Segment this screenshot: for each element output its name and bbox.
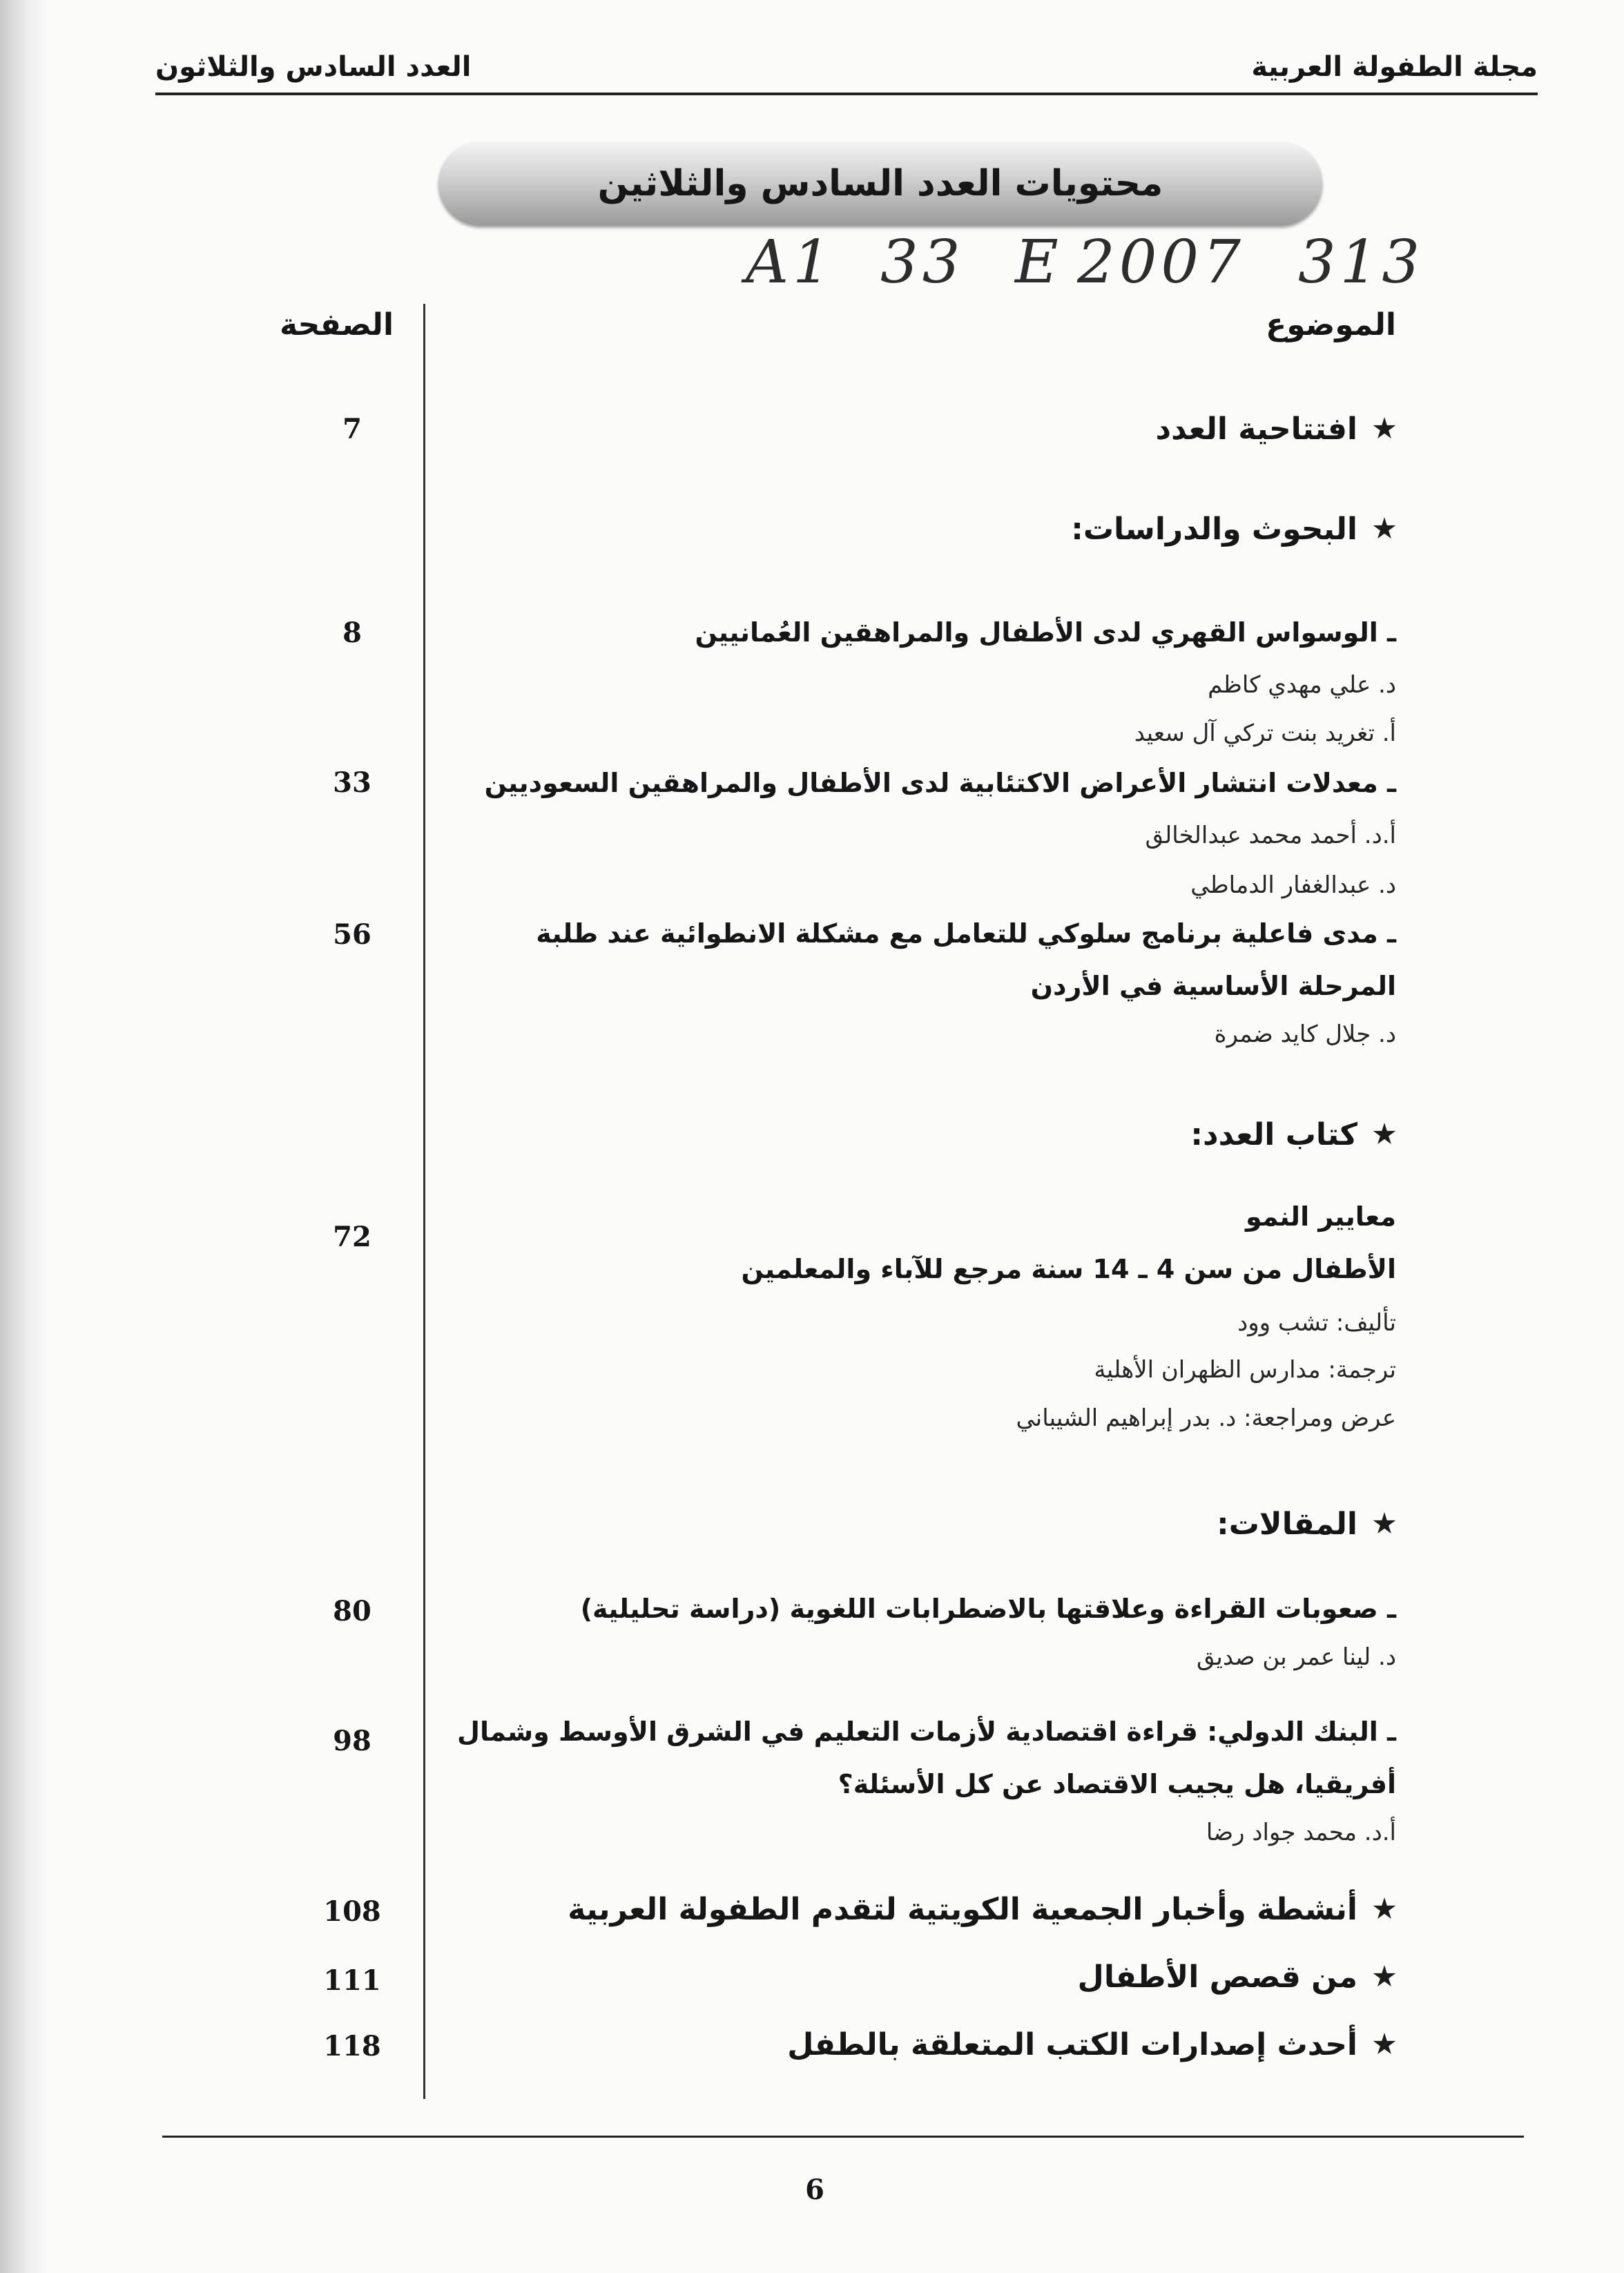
toc-title: المرحلة الأساسية في الأردن	[1030, 971, 1396, 1001]
journal-name: مجلة الطفولة العربية	[1251, 51, 1538, 83]
page-number: 72	[333, 1221, 371, 1253]
toc-author: د. لينا عمر بن صديق	[1197, 1643, 1396, 1671]
handwritten-part: 2007	[1077, 228, 1245, 297]
page-number: 118	[323, 2030, 381, 2062]
title-banner	[438, 142, 1322, 226]
toc-author: عرض ومراجعة: د. بدر إبراهيم الشيباني	[1016, 1404, 1396, 1432]
asterisk-icon	[1373, 417, 1396, 441]
page-number: 33	[333, 766, 371, 799]
toc-section: كتاب العدد:	[1190, 1117, 1396, 1152]
toc-section: من قصص الأطفال	[1078, 1960, 1396, 1995]
handwritten-part: E	[1015, 228, 1063, 297]
page-number: 108	[323, 1895, 381, 1928]
running-header	[155, 48, 1538, 95]
topic-column-header: الموضوع	[1266, 307, 1396, 342]
asterisk-icon	[1373, 1965, 1396, 1989]
toc-author: أ.د. أحمد محمد عبدالخالق	[1145, 822, 1396, 849]
handwritten-part: 33	[880, 228, 965, 297]
toc-author: ترجمة: مدارس الظهران الأهلية	[1094, 1356, 1396, 1384]
asterisk-icon	[1373, 1897, 1396, 1921]
asterisk-icon	[1373, 1123, 1396, 1146]
page-number: 56	[333, 918, 371, 951]
toc-author: تأليف: تشب وود	[1237, 1309, 1396, 1337]
toc-title: ـ الوسواس القهري لدى الأطفال والمراهقين العُمانيين	[695, 617, 1396, 648]
handwritten-code	[718, 228, 1450, 304]
toc-section: المقالات:	[1217, 1507, 1396, 1542]
toc-title: أفريقيا، هل يجيب الاقتصاد عن كل الأسئلة؟	[838, 1769, 1396, 1799]
toc-section: أنشطة وأخبار الجمعية الكويتية لتقدم الطفولة العربية	[568, 1892, 1396, 1927]
toc-author: د. جلال كايد ضمرة	[1214, 1021, 1396, 1048]
toc-title: الأطفال من سن 4 ـ 14 سنة مرجع للآباء والمعلمين	[741, 1254, 1396, 1284]
footer-rule	[162, 2136, 1524, 2138]
handwritten-part: 313	[1298, 228, 1424, 297]
toc-title: ـ صعوبات القراءة وعلاقتها بالاضطرابات اللغوية (دراسة تحليلية)	[580, 1594, 1396, 1624]
page-number: 111	[323, 1964, 381, 1997]
toc-section: أحدث إصدارات الكتب المتعلقة بالطفل	[787, 2027, 1396, 2062]
toc-author: د. عبدالغفار الدماطي	[1190, 871, 1396, 899]
page-number: 7	[342, 413, 362, 445]
issue-name: العدد السادس والثلاثون	[155, 51, 472, 83]
page-number: 98	[333, 1725, 371, 1757]
toc-title: ـ مدى فاعلية برنامج سلوكي للتعامل مع مشكلة الانطوائية عند طلبة	[536, 918, 1396, 949]
toc-author: أ.د. محمد جواد رضا	[1206, 1819, 1396, 1846]
toc-section: البحوث والدراسات:	[1071, 512, 1396, 547]
binding-shadow	[0, 0, 48, 2273]
toc-title: ـ البنك الدولي: قراءة اقتصادية لأزمات التعليم في الشرق الأوسط وشمال	[457, 1716, 1396, 1747]
page-title: محتويات العدد السادس والثلاثين	[597, 163, 1163, 204]
asterisk-icon	[1373, 2033, 1396, 2056]
column-divider	[423, 304, 425, 2099]
toc-title: ـ معدلات انتشار الأعراض الاكتئابية لدى الأطفال والمراهقين السعوديين	[484, 768, 1396, 798]
toc-author: د. علي مهدي كاظم	[1208, 671, 1396, 699]
handwritten-part: A1	[746, 228, 835, 297]
page-folio: 6	[805, 2174, 824, 2206]
asterisk-icon	[1373, 1512, 1396, 1536]
page-number: 80	[333, 1595, 371, 1627]
page-number: 8	[342, 617, 362, 649]
page-column-header: الصفحة	[280, 307, 394, 342]
toc-author: أ. تغريد بنت تركي آل سعيد	[1134, 719, 1396, 747]
toc-section: افتتاحية العدد	[1156, 412, 1396, 447]
asterisk-icon	[1373, 517, 1396, 541]
toc-title: معايير النمو	[1246, 1201, 1396, 1232]
